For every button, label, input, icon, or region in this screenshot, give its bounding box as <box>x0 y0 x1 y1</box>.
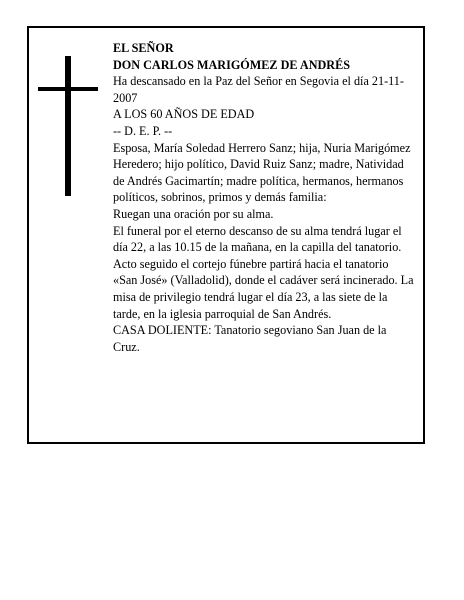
notice-dep: -- D. E. P. -- <box>113 123 173 138</box>
notice-mourning-house: CASA DOLIENTE: Tanatorio segoviano San Juan de la Cruz. <box>113 323 387 354</box>
obituary-text <box>113 40 415 355</box>
cross-vertical-bar <box>65 56 71 196</box>
notice-family: Esposa, María Soledad Herrero Sanz; hija, Nuria Marigómez Heredero; hijo político, David Ruiz Sanz; madre, Natividad de Andrés Gacimartín; madre política, hermanos, hermanos políticos, sobrinos, primos y demás familia: <box>113 140 411 205</box>
cross-icon <box>38 56 98 196</box>
notice-death-statement: Ha descansado en la Paz del Señor en Segovia el día 21-11-2007 <box>113 74 404 105</box>
notice-funeral-details: El funeral por el eterno descanso de su alma tendrá lugar el día 22, a las 10.15 de la mañana, en la capilla del tanatorio. Acto seguido el cortejo fúnebre partirá hacia el tanatorio «San José» (Valladolid), donde el cadáver será incinerado. La misa de privilegio tendrá lugar el día 23, a las siete de la tarde, en la iglesia parroquial de San Andrés. <box>113 223 414 321</box>
notice-title-line-1: EL SEÑOR <box>113 41 174 55</box>
notice-prayer-request: Ruegan una oración por su alma. <box>113 206 274 221</box>
notice-age: A LOS 60 AÑOS DE EDAD <box>113 107 255 122</box>
cross-horizontal-bar <box>38 87 98 91</box>
notice-deceased-name: DON CARLOS MARIGÓMEZ DE ANDRÉS <box>113 57 351 72</box>
